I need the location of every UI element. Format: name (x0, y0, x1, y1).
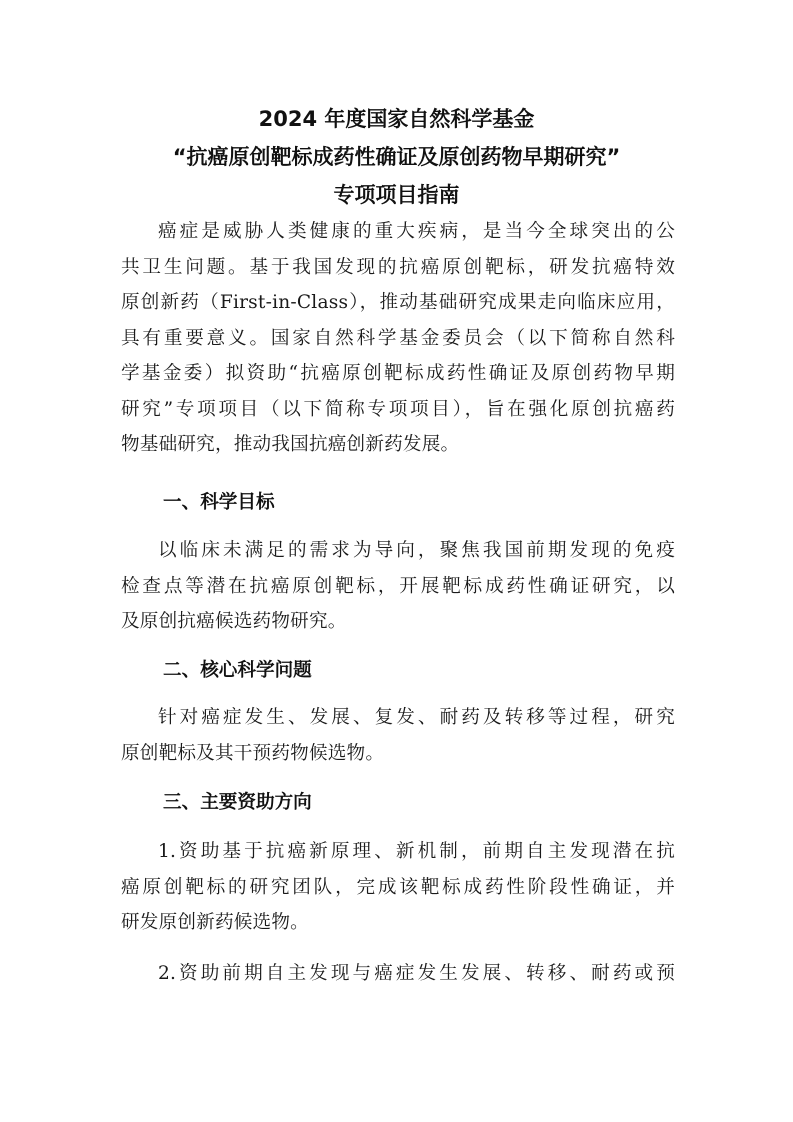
questions-line: 针对癌症发生、发展、复发、耐药及转移等过程，研究 (158, 707, 675, 728)
goals-line: 检查点等潜在抗癌原创靶标，开展靶标成药性确证研究，以 (121, 575, 675, 597)
intro-paragraph (121, 214, 675, 463)
section-heading-directions: 三、主要资助方向 (163, 792, 312, 813)
intro-line: 物基础研究，推动我国抗癌创新药发展。 (121, 434, 460, 455)
intro-line: 研究”专项项目（以下简称专项项目），旨在强化原创抗癌药 (121, 398, 675, 420)
document-title-line-3: 专项项目指南 (333, 183, 460, 207)
goals-line: 及原创抗癌候选药物研究。 (121, 611, 347, 632)
direction-1-line: 研发原创新药候选物。 (121, 912, 309, 933)
document-title-line-2: “抗癌原创靶标成药性确证及原创药物早期研究” (172, 145, 621, 169)
document-title-line-1: 2024 年度国家自然科学基金 (258, 107, 535, 131)
section-heading-goals: 一、科学目标 (163, 492, 275, 513)
direction-1-line: 癌原创靶标的研究团队，完成该靶标成药性阶段性确证，并 (121, 876, 675, 898)
direction-1-line: 1.资助基于抗癌新原理、新机制，前期自主发现潜在抗 (158, 841, 675, 862)
intro-line: 共卫生问题。基于我国发现的抗癌原创靶标，研发抗癌特效 (121, 256, 675, 278)
goals-line: 以临床未满足的需求为导向，聚焦我国前期发现的免疫 (158, 540, 675, 561)
direction-item-2-paragraph (121, 956, 675, 992)
questions-line: 原创靶标及其干预药物候选物。 (121, 742, 385, 764)
intro-line: 原创新药（First-in-Class），推动基础研究成果走向临床应用， (121, 292, 675, 313)
section-questions-paragraph (121, 700, 675, 771)
section-goals-paragraph (121, 533, 675, 640)
intro-line: 癌症是威胁人类健康的重大疾病，是当今全球突出的公 (158, 221, 675, 242)
intro-line: 具有重要意义。国家自然科学基金委员会（以下简称自然科 (121, 327, 675, 349)
section-heading-questions: 二、核心科学问题 (163, 660, 312, 681)
intro-line: 学基金委）拟资助“抗癌原创靶标成药性确证及原创药物早期 (121, 363, 675, 384)
direction-2-line: 2.资助前期自主发现与癌症发生发展、转移、耐药或预 (158, 963, 675, 984)
direction-item-1-paragraph (121, 834, 675, 941)
